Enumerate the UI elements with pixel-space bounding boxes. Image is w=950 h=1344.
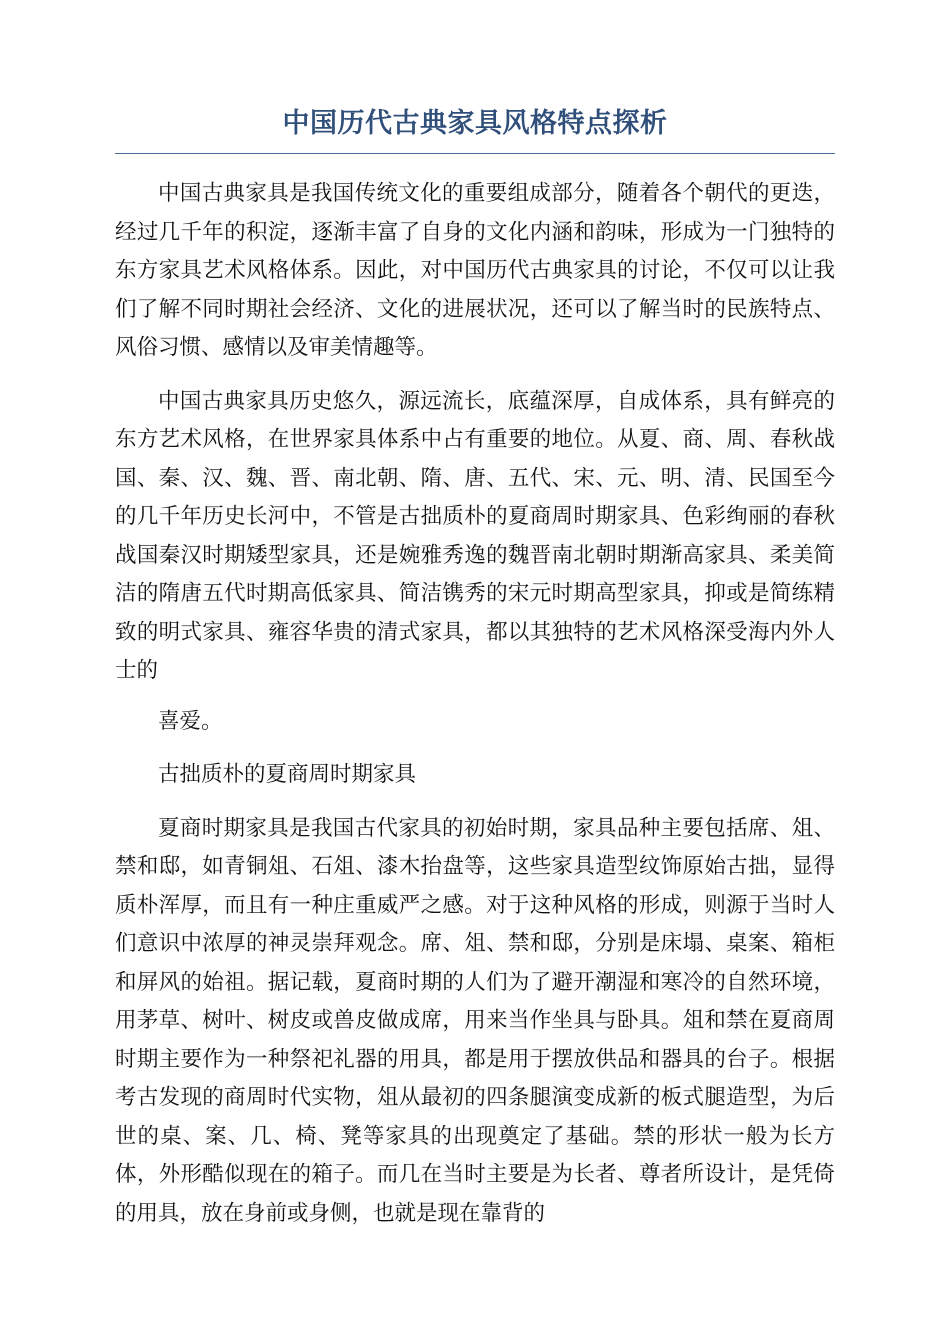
document-page bbox=[115, 100, 835, 1233]
paragraph-history: 中国古典家具历史悠久，源远流长，底蕴深厚，自成体系，具有鲜亮的东方艺术风格，在世界家具体系中占有重要的地位。从夏、商、周、春秋战国、秦、汉、魏、晋、南北朝、隋、唐、五代、宋、元、明、清、民国至今的几千年历史长河中，不管是古拙质朴的夏商周时期家具、色彩绚丽的春秋战国秦汉时期矮型家具，还是婉雅秀逸的魏晋南北朝时期渐高家具、柔美简洁的隋唐五代时期高低家具、简洁镌秀的宋元时期高型家具，抑或是简练精致的明式家具、雍容华贵的清式家具，都以其独特的艺术风格深受海内外人士的 bbox=[115, 388, 835, 683]
paragraph-continuation: 喜爱。 bbox=[158, 708, 223, 734]
title-underline bbox=[115, 153, 835, 154]
section-heading: 古拙质朴的夏商周时期家具 bbox=[158, 762, 417, 787]
document-title: 中国历代古典家具风格特点探析 bbox=[282, 108, 668, 139]
paragraph-intro: 中国古典家具是我国传统文化的重要组成部分，随着各个朝代的更迭，经过几千年的积淀，逐渐丰富了自身的文化内涵和韵味，形成为一门独特的东方家具艺术风格体系。因此，对中国历代古典家具的讨论，不仅可以让我们了解不同时期社会经济、文化的进展状况，还可以了解当时的民族特点、风俗习惯、感情以及审美情趣等。 bbox=[115, 181, 835, 360]
paragraph-xia-shang: 夏商时期家具是我国古代家具的初始时期，家具品种主要包括席、俎、禁和邸，如青铜俎、石俎、漆木抬盘等，这些家具造型纹饰原始古拙，显得质朴浑厚，而且有一种庄重威严之感。对于这种风格的形成，则源于当时人们意识中浓厚的神灵崇拜观念。席、俎、禁和邸，分别是床塌、桌案、箱柜和屏风的始祖。据记载，夏商时期的人们为了避开潮湿和寒冷的自然环境，用茅草、树叶、树皮或兽皮做成席，用来当作坐具与卧具。俎和禁在夏商周时期主要作为一种祭祀礼器的用具，都是用于摆放供品和器具的台子。根据考古发现的商周时代实物，俎从最初的四条腿演变成新的板式腿造型，为后世的桌、案、几、椅、凳等家具的出现奠定了基础。禁的形状一般为长方体，外形酷似现在的箱子。而几在当时主要是为长者、尊者所设计，是凭倚的用具，放在身前或身侧，也就是现在靠背的 bbox=[115, 815, 835, 1226]
